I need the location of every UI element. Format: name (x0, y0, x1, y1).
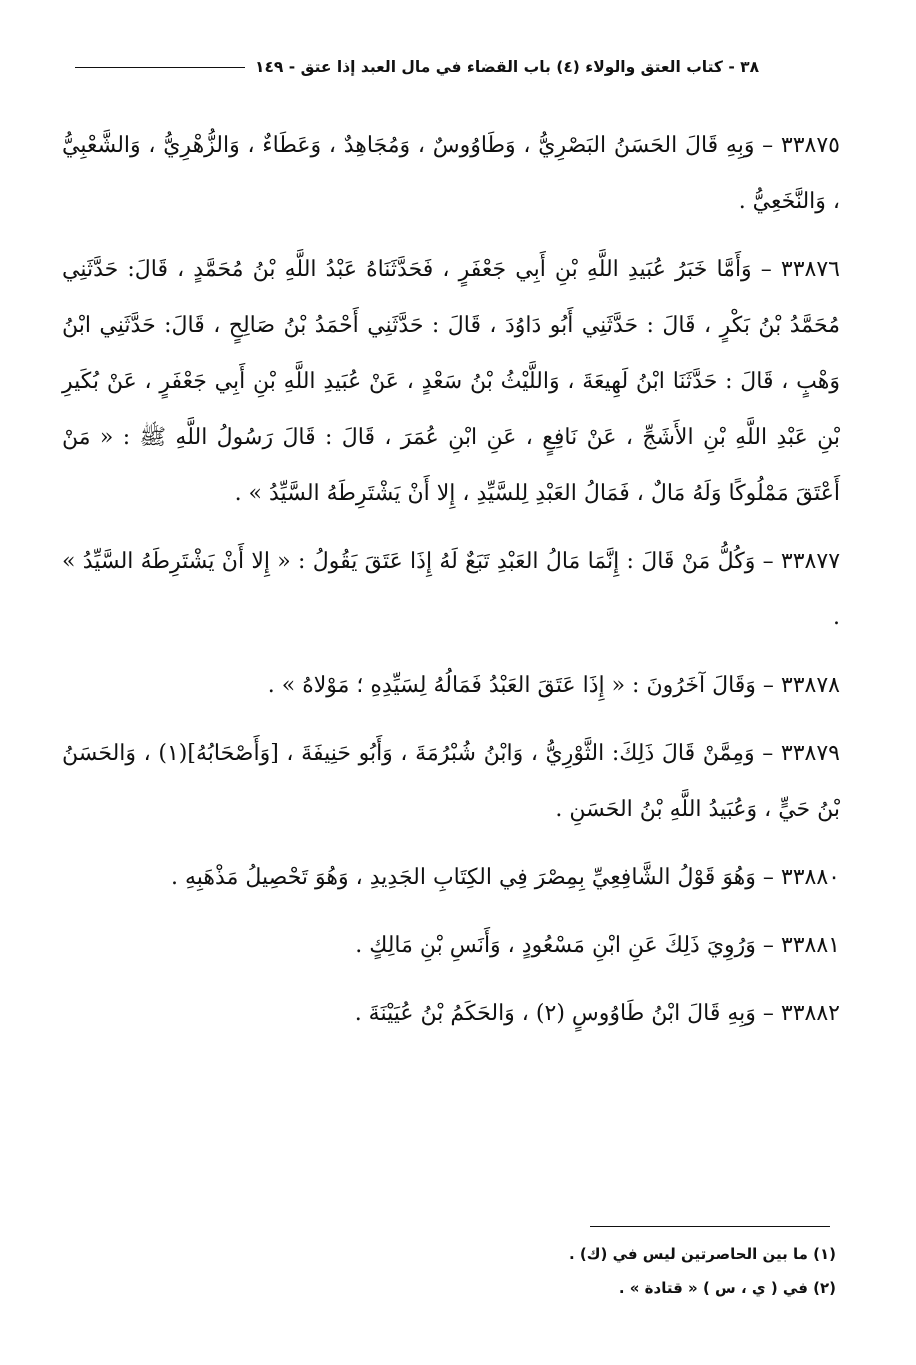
header-title: ٣٨ - كتاب العتق والولاء (٤) باب القضاء في مال العبد إذا عتق - ١٤٩ (255, 58, 760, 76)
footnote-2: (٢) في ( ي ، س ) « قتادة » . (618, 1279, 836, 1297)
paragraph-33876: ٣٣٨٧٦ – وَأَمَّا خَبَرُ عُبَيدِ اللَّهِ بْنِ أَبِي جَعْفَرٍ ، فَحَدَّثَنَاهُ عَبْدُ اللَّهِ بْنُ مُحَمَّدٍ ، قَالَ: حَدَّثَنِي مُحَمَّدُ بْنُ بَكْرٍ ، قَالَ : حَدَّثَنِي أَبُو دَاوُدَ ، قَالَ : حَدَّثَنِي أَحْمَدُ بْنُ صَالِحٍ ، قَالَ: حَدَّثَنِي ابْنُ وَهْبٍ ، قَالَ : حَدَّثَنَا ابْنُ لَهِيعَةَ ، وَاللَّيْثُ بْنُ سَعْدٍ ، عَنْ عُبَيدِ اللَّهِ بْنِ أَبِي جَعْفَرٍ ، عَنْ بُكَيرِ بْنِ عَبْدِ اللَّهِ بْنِ الأَشَجِّ ، عَنْ نَافِعٍ ، عَنِ ابْنِ عُمَرَ ، قَالَ : قَالَ رَسُولُ اللَّهِ ﷺ : « مَنْ أَعْتَقَ مَمْلُوكًا وَلَهُ مَالٌ ، فَمَالُ العَبْدِ لِلسَّيِّدِ ، إِلا أَنْ يَشْتَرِطَهُ السَّيِّدُ » . (62, 257, 840, 506)
paragraph-33875: ٣٣٨٧٥ – وَبِهِ قَالَ الحَسَنُ البَصْرِيُّ ، وَطَاوُوسٌ ، وَمُجَاهِدٌ ، وَعَطَاءٌ ، وَالزُّهْرِيُّ ، وَالشَّعْبِيُّ ، وَالنَّخَعِيُّ . (62, 133, 840, 214)
header-rule (75, 67, 245, 68)
footnotes (300, 1240, 836, 1308)
paragraph-33878: ٣٣٨٧٨ – وَقَالَ آخَرُونَ : « إِذَا عَتَقَ العَبْدُ فَمَالُهُ لِسَيِّدِهِ ؛ مَوْلاهُ » . (267, 673, 840, 698)
paragraph-33879: ٣٣٨٧٩ – وَمِمَّنْ قَالَ ذَلِكَ: الثَّوْرِيُّ ، وَابْنُ شُبْرُمَةَ ، وَأَبُو حَنِيفَةَ ، [وَأَصْحَابُهُ](١) ، وَالحَسَنُ بْنُ حَيٍّ ، وَعُبَيدُ اللَّهِ بْنُ الحَسَنِ . (62, 741, 840, 822)
main-text (62, 118, 840, 1054)
paragraph-33882: ٣٣٨٨٢ – وَبِهِ قَالَ ابْنُ طَاوُوسٍ (٢) ، وَالحَكَمُ بْنُ عُيَيْنَةَ . (354, 1001, 840, 1026)
paragraph-33877: ٣٣٨٧٧ – وَكُلُّ مَنْ قَالَ : إِنَّمَا مَالُ العَبْدِ تَبَعٌ لَهُ إِذَا عَتَقَ يَقُولُ : « إِلا أَنْ يَشْتَرِطَهُ السَّيِّدُ » . (62, 549, 841, 630)
running-header (75, 58, 835, 76)
paragraph-33881: ٣٣٨٨١ – وَرُوِيَ ذَلِكَ عَنِ ابْنِ مَسْعُودٍ ، وَأَنَسِ بْنِ مَالِكٍ . (355, 933, 840, 958)
paragraph-33880: ٣٣٨٨٠ – وَهُوَ قَوْلُ الشَّافِعِيِّ بِمِصْرَ فِي الكِتَابِ الجَدِيدِ ، وَهُوَ تَحْصِيلُ مَذْهَبِهِ . (171, 865, 840, 890)
footnote-separator (590, 1226, 830, 1227)
footnote-1: (١) ما بين الحاصرتين ليس في (ك) . (568, 1245, 836, 1263)
